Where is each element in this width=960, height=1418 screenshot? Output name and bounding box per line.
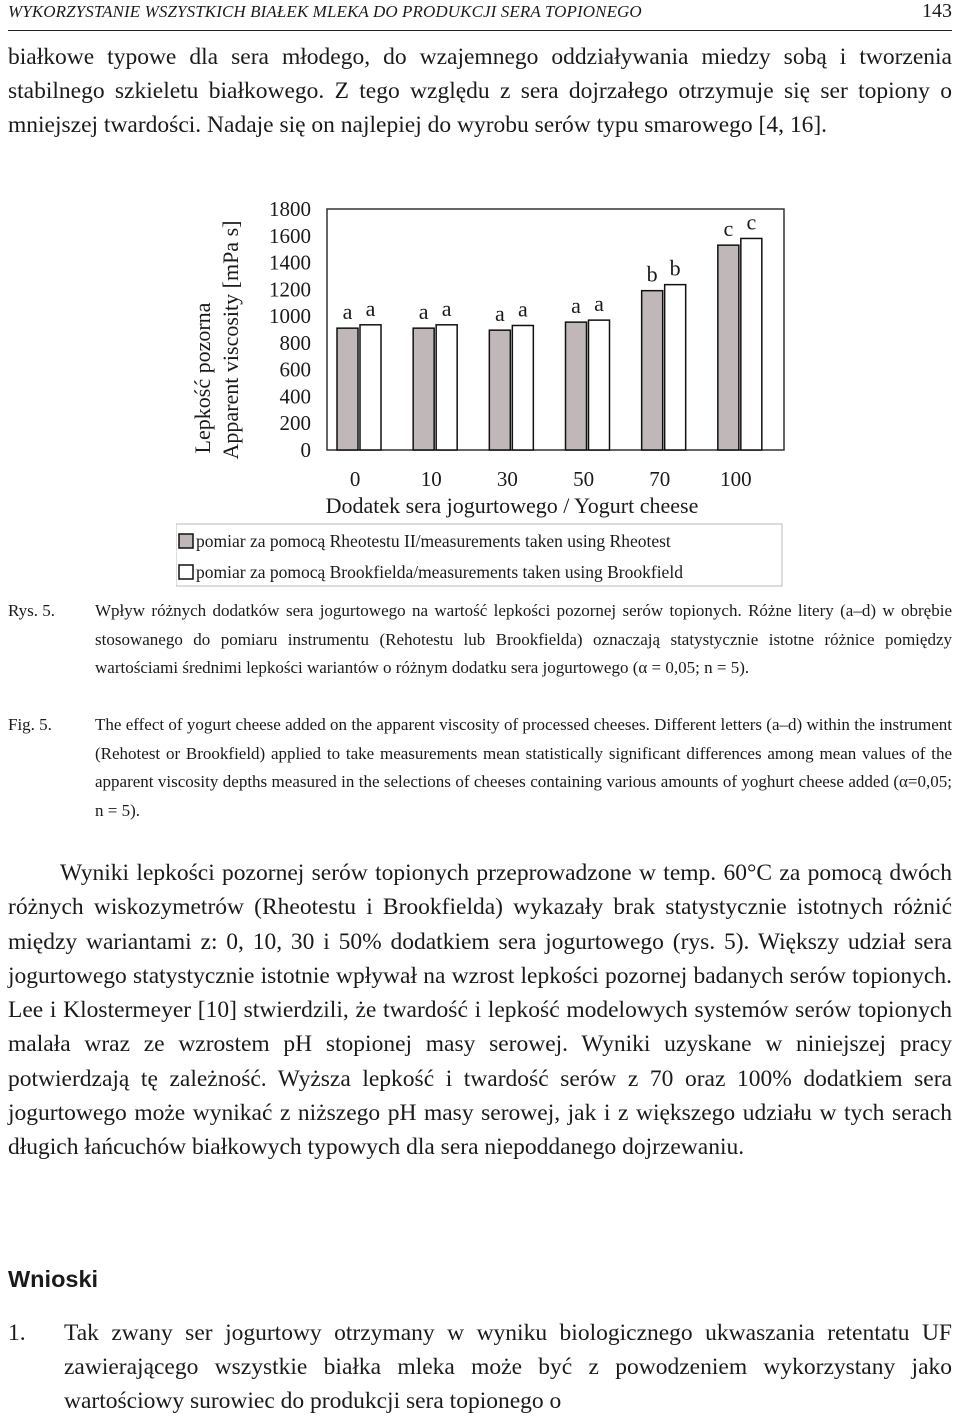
bar	[741, 238, 762, 450]
bar	[718, 245, 739, 450]
y-axis-title-pl: Lepkość pozorna	[190, 302, 215, 454]
y-tick-label: 1200	[269, 277, 311, 302]
bar	[489, 330, 510, 450]
viscosity-bar-chart	[176, 196, 796, 596]
y-axis-title-en: Apparent viscosity [mPa s]	[218, 220, 243, 460]
bar	[566, 322, 587, 450]
y-tick-label: 1800	[269, 197, 311, 221]
chart-svg	[176, 196, 796, 596]
y-tick-label: 800	[279, 330, 311, 355]
paragraph-intro: białkowe typowe dla sera młodego, do wzajemnego oddziaływania miedzy sobą i tworzenia stabilnego szkieletu białkowego. Z tego względu z sera dojrzałego otrzymuje się ser topiony o mniejszej twardości. Nadaje się on najlepiej do wyrobu serów typu smarowego [4, 16].	[8, 44, 952, 138]
bar	[512, 325, 533, 450]
y-tick-label: 1400	[269, 250, 311, 275]
page-number: 143	[922, 0, 952, 22]
conclusion-number: 1.	[8, 1320, 26, 1346]
bar	[642, 291, 663, 450]
page-header	[8, 0, 952, 31]
significance-letter: a	[342, 299, 353, 325]
legend-label: pomiar za pomocą Rheotestu II/measurements taken using Rheotest	[196, 531, 671, 551]
plot-area-frame	[327, 209, 784, 450]
legend-swatch	[179, 534, 193, 548]
x-tick-label: 0	[349, 467, 361, 491]
significance-letter: a	[365, 295, 376, 321]
bar	[589, 320, 610, 450]
y-tick-label: 400	[279, 384, 311, 409]
running-title: WYKORZYSTANIE WSZYSTKICH BIAŁEK MLEKA DO PRODUKCJI SERA TOPIONEGO	[8, 2, 642, 21]
x-tick-label: 10	[420, 467, 442, 491]
significance-letter: a	[418, 299, 429, 325]
bar	[665, 285, 686, 450]
x-tick-label: 50	[573, 467, 595, 491]
y-tick-label: 1600	[269, 223, 311, 248]
paragraph-results: Wyniki lepkości pozornej serów topionych przeprowadzone w temp. 60°C za pomocą dwóch różnych wiskozymetrów (Rheotestu i Brookfielda) wykazały brak statystycznie istotnych różnić między wariantami z: 0, 10, 30 i 50% dodatkiem sera jogurtowego (rys. 5). Większy udział sera jogurtowego statystycznie istotnie wpływał na wzrost lepkości pozornej badanych serów topionych. Lee i Klostermeyer [10] stwierdzili, że twardość i lepkość modelowych systemów serów topionych malała wraz ze wzrostem pH stopionej masy serowej. Wyniki uzyskane w niniejszej pracy potwierdzają tę zależność. Wyższa lepkość i twardość serów z 70 oraz 100% dodatkiem sera jogurtowego może wynikać z niższego pH masy serowej, jak i z większego udziału w tych serach długich łańcuchów białkowych typowych dla sera niepoddanego dojrzewaniu.	[8, 860, 952, 1161]
legend-label: pomiar za pomocą Brookfielda/measurements taken using Brookfield	[196, 562, 683, 582]
y-tick-label: 600	[279, 357, 311, 382]
significance-letter: b	[669, 255, 681, 281]
significance-letter: c	[723, 216, 734, 242]
significance-letter: c	[746, 209, 757, 235]
caption-pl-label: Rys. 5.	[8, 601, 56, 620]
significance-letter: b	[646, 261, 658, 287]
x-tick-label: 30	[496, 467, 518, 491]
bar	[337, 328, 358, 450]
section-heading-conclusions: Wnioski	[8, 1266, 99, 1292]
y-tick-label: 1000	[269, 304, 311, 329]
caption-en-text: The effect of yogurt cheese added on the apparent viscosity of processed cheeses. Different letters (a–d) within the instrument (Rehotest or Brookfield) applied to take measurements mean statistically significant differences among mean values of the apparent viscosity depths measured in the selections of cheeses containing various amounts of yoghurt cheese added (α=0,05; n = 5).	[95, 715, 952, 820]
bar	[360, 325, 381, 450]
bar	[436, 325, 457, 450]
x-tick-label: 100	[720, 467, 752, 491]
significance-letter: a	[517, 296, 528, 322]
bar	[413, 328, 434, 450]
y-tick-label: 0	[300, 438, 311, 462]
caption-en-label: Fig. 5.	[8, 715, 52, 734]
significance-letter: a	[441, 295, 452, 321]
caption-pl-text: Wpływ różnych dodatków sera jogurtowego na wartość lepkości pozornej serów topionych. Różne litery (a–d) w obrębie stosowanego do pomiaru instrumentu (Rehotestu lub Brookfielda) oznaczają statystycznie istotne różnice pomiędzy wartościami średnimi lepkości wariantów o różnym dodatku sera jogurtowego (α = 0,05; n = 5).	[95, 601, 952, 677]
legend-swatch	[179, 565, 193, 579]
conclusion-text: Tak zwany ser jogurtowy otrzymany w wyniku biologicznego ukwaszania retentatu UF zawierającego wszystkie białka mleka może być z powodzeniem wykorzystany jako wartościowy surowiec do produkcji sera topionego o	[64, 1320, 952, 1414]
x-tick-label: 70	[649, 467, 671, 491]
x-axis-title: Dodatek sera jogurtowego / Yogurt cheese	[325, 493, 699, 518]
significance-letter: a	[594, 291, 604, 317]
y-tick-label: 200	[279, 411, 311, 436]
significance-letter: a	[494, 301, 505, 327]
significance-letter: a	[571, 293, 581, 319]
